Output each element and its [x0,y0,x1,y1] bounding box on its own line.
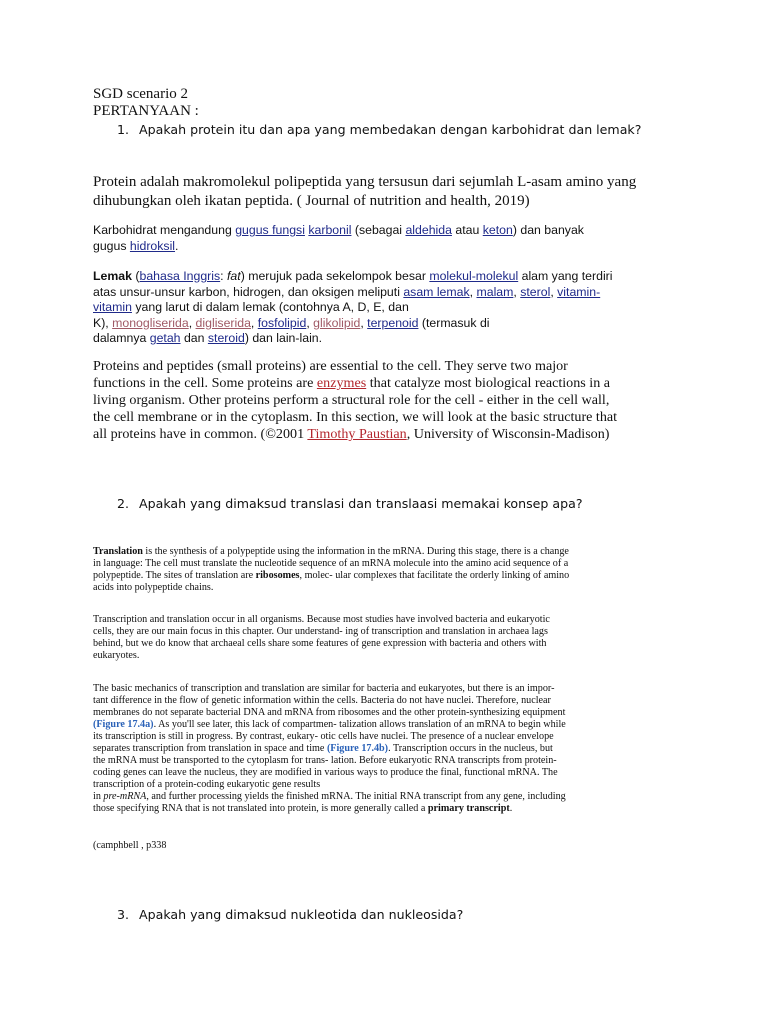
lemak-line-3 [93,300,409,316]
text: , [306,315,314,330]
link-getah[interactable]: getah [149,331,181,345]
link-gugus-fungsi[interactable]: gugus fungsi [235,223,305,237]
text: , [360,315,368,330]
text: that catalyze most biological reactions in a [366,375,611,391]
translation-term: Translation [93,546,143,557]
link-vitamin-part-1[interactable]: vitamin- [557,284,601,299]
text: atas unsur-unsur karbon, hidrogen, dan oksigen meliputi [93,284,404,299]
question-1 [117,121,641,139]
link-aldehida[interactable]: aldehida [405,223,452,237]
proteins-en-line-3: living organism. Other proteins perform a structural role for the cell - either in the cell wall, [93,392,610,408]
primary-transcript-term: primary transcript [427,803,510,814]
lemak-line-4 [93,316,490,332]
text: (sebagai [351,223,406,237]
proteins-en-line-2 [93,375,610,392]
text: , [188,315,196,330]
text: . [509,803,513,814]
text: , [250,315,258,330]
link-monogliserida[interactable]: monogliserida [112,315,189,330]
translation-p3-line-5: its transcription is still in progress. By contrast, eukary- otic cells have nuclei. The presence of a nuclear envelope [93,731,554,742]
text: K), [93,315,113,330]
question-number: 1. [117,122,130,137]
text: , and further processing yields the finished mRNA. The initial RNA transcript from any gene, including [146,791,566,802]
protein-definition-line-2: dihubungkan oleh ikatan peptida. ( Journal of nutrition and health, 2019) [93,193,530,209]
text: is the synthesis of a polypeptide using the information in the mRNA. During this stage, there is a change [142,546,569,557]
translation-p3-line-2: tant difference in the flow of genetic information within the cells. Bacteria do not have nuclei. Therefore, nuclear [93,695,551,706]
translation-p3-line-8: coding genes can leave the nucleus, they are modified in various ways to produce the final, functional mRNA. The [93,767,558,778]
link-karbonil[interactable]: karbonil [308,223,352,237]
text: dan [180,331,208,345]
text: , [550,284,558,299]
question-text: Apakah yang dimaksud nukleotida dan nukleosida? [139,907,464,922]
link-sterol[interactable]: sterol [520,284,551,299]
lemak-line-2 [93,285,600,301]
translation-p1-line-4: acids into polypeptide chains. [93,582,214,593]
text: , University of Wisconsin-Madison) [406,426,610,442]
link-vitamin-part-2[interactable]: vitamin [93,300,132,314]
text: functions in the cell. Some proteins are [93,375,317,391]
text: . [175,239,179,253]
question-2 [117,495,583,513]
translation-p1-line-1 [93,546,569,558]
link-hidroksil[interactable]: hidroksil [129,239,176,253]
lemak-term: Lemak [93,269,132,283]
translation-p3-line-1: The basic mechanics of transcription and translation are similar for bacteria and eukaryotes, but there is an impor- [93,683,555,694]
translation-p3-line-6 [93,743,553,755]
proteins-en-line-5 [93,426,609,443]
text: , [513,284,521,299]
translation-p3-line-7: the mRNA must be transported to the cytoplasm for trans- lation. Before eukaryotic RNA transcripts from protein- [93,755,557,766]
text: in [93,791,104,802]
text: : [220,269,227,283]
translation-p2-line-1: Transcription and translation occur in all organisms. Because most studies have involved bacteria and eukaryotic [93,614,550,625]
proteins-en-line-1: Proteins and peptides (small proteins) are essential to the cell. They serve two major [93,358,568,374]
question-text: Apakah protein itu dan apa yang membedakan dengan karbohidrat dan lemak? [139,122,642,137]
link-malam[interactable]: malam [476,284,514,299]
translation-p2-line-2: cells, they are our main focus in this chapter. Our understand- ing of transcription and translation in archaea lags [93,626,548,637]
text: gugus [93,239,130,253]
document-subtitle: PERTANYAAN : [93,103,199,119]
pre-mrna-term: pre-mRNA [103,791,147,802]
text: ( [131,269,140,283]
text: yang larut di dalam lemak (contohnya A, D, E, dan [131,300,409,314]
text: ) merujuk pada sekelompok besar [240,269,430,283]
link-timothy-paustian[interactable]: Timothy Paustian [307,426,407,442]
link-terpenoid[interactable]: terpenoid [367,315,419,330]
translation-p1-line-3 [93,570,569,582]
link-steroid[interactable]: steroid [207,331,245,345]
text: polypeptide. The sites of translation are [93,570,256,581]
text: all proteins have in common. (©2001 [93,426,308,442]
text: , molec- ular complexes that facilitate the orderly linking of amino [299,570,570,581]
link-bahasa-inggris[interactable]: bahasa Inggris [139,269,221,283]
text: . As you'll see later, this lack of compartmen- talization allows translation of an mRNA to begin while [153,719,566,730]
fat-term: fat [227,269,241,283]
question-number: 2. [117,496,130,511]
text: ) dan lain-lain. [244,331,323,345]
karbohidrat-line-1 [93,223,584,239]
lemak-line-1 [93,269,613,285]
translation-p3-line-3: membranes do not separate bacterial DNA and mRNA from ribosomes and the other protein-synthesizing equipment [93,707,566,718]
text: dalamnya [93,331,150,345]
text: those specifying RNA that is not translated into protein, is more generally called a [93,803,428,814]
question-number: 3. [117,907,130,922]
text: , [469,284,477,299]
text: ) dan banyak [512,223,584,237]
figure-17-4a-link[interactable]: (Figure 17.4a) [93,719,154,730]
translation-p2-line-4: eukaryotes. [93,650,140,661]
link-enzymes[interactable]: enzymes [316,375,367,391]
question-3 [117,906,463,924]
link-fosfolipid[interactable]: fosfolipid [257,315,307,330]
protein-definition-line-1: Protein adalah makromolekul polipeptida yang tersusun dari sejumlah L-asam amino yang [93,174,637,190]
translation-p3-line-9: transcription of a protein-coding eukaryotic gene results [93,779,321,790]
text: atau [451,223,483,237]
figure-17-4b-link[interactable]: (Figure 17.4b) [326,743,389,754]
translation-p3-line-4 [93,719,566,731]
link-digliserida[interactable]: digliserida [195,315,251,330]
document-title: SGD scenario 2 [93,86,188,102]
translation-p3-line-11 [93,803,512,815]
text: Karbohidrat mengandung [93,223,236,237]
text: (termasuk di [418,315,490,330]
lemak-line-5 [93,331,322,347]
karbohidrat-line-2 [93,239,178,255]
link-keton[interactable]: keton [482,223,513,237]
translation-p3-line-10 [93,791,566,803]
translation-p1-line-2: in language: The cell must translate the nucleotide sequence of an mRNA molecule into the amino acid sequence of a [93,558,569,569]
link-asam-lemak[interactable]: asam lemak [403,284,470,299]
translation-p2-line-3: behind, but we do know that archaeal cells share some features of gene expression with bacteria and others with [93,638,547,649]
question-text: Apakah yang dimaksud translasi dan translaasi memakai konsep apa? [139,496,583,511]
proteins-en-line-4: the cell membrane or in the cytoplasm. In this section, we will look at the basic structure that [93,409,618,425]
ribosomes-term: ribosomes [255,570,300,581]
link-glikolipid[interactable]: glikolipid [313,315,361,330]
text: . Transcription occurs in the nucleus, but [388,743,553,754]
text: separates transcription from translation in space and time [93,743,327,754]
link-molekul-molekul[interactable]: molekul-molekul [429,269,519,283]
text: alam yang terdiri [518,269,613,283]
citation: (camphbell , p338 [93,840,167,851]
